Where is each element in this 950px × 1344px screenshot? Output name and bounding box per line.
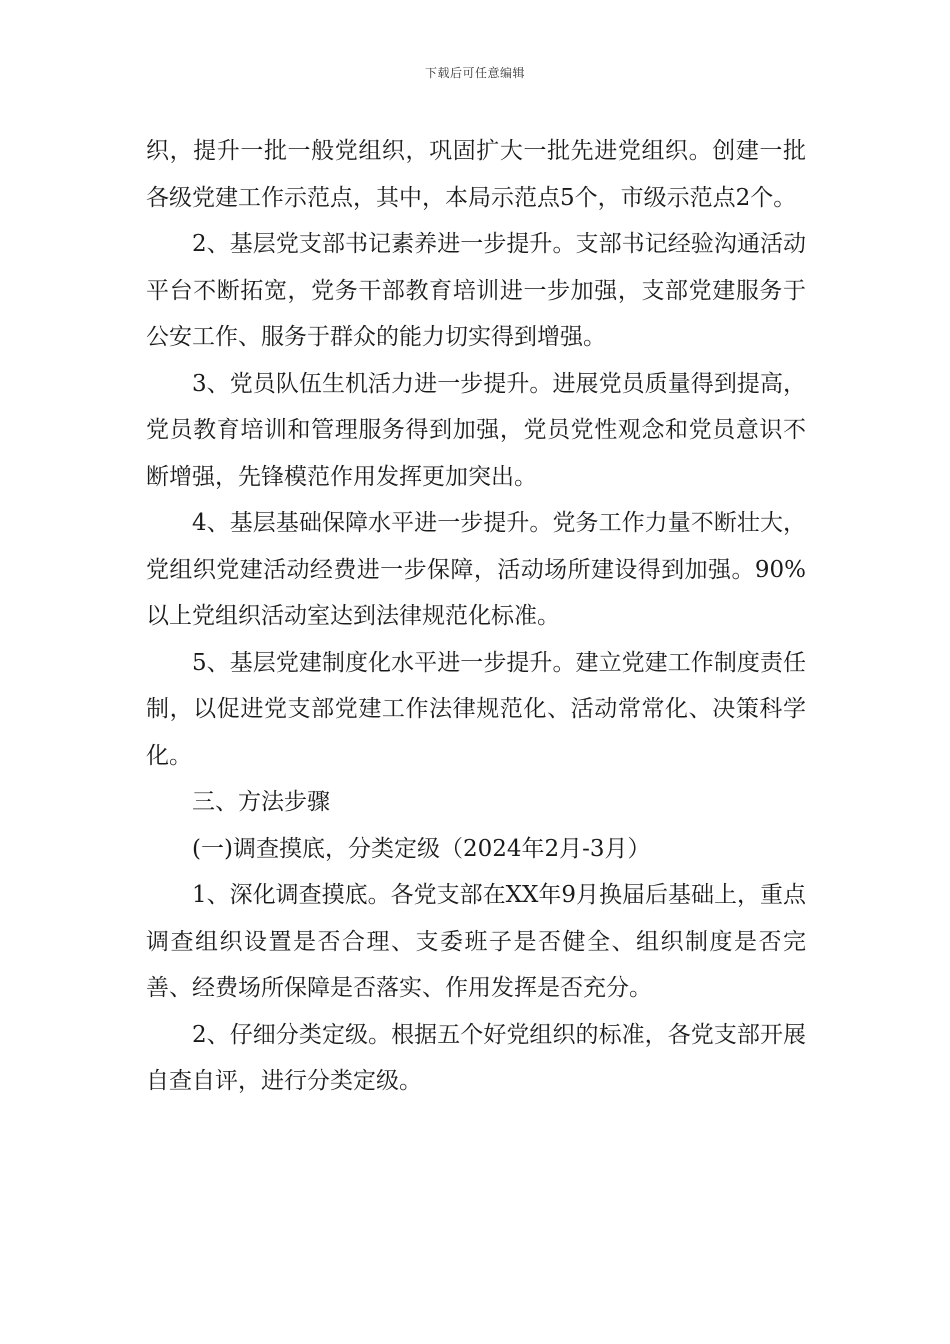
paragraph-3: 3、党员队伍生机活力进一步提升。进展党员质量得到提高，党员教育培训和管理服务得到加强，党员党性观念和党员意识不断增强，先锋模范作用发挥更加突出。 — [146, 370, 806, 490]
section-heading: 三、方法步骤 — [192, 789, 330, 815]
paragraph-1: 织，提升一批一般党组织，巩固扩大一批先进党组织。创建一批各级党建工作示范点，其中，本局示范点5个，市级示范点2个。 — [146, 138, 806, 211]
paragraph-7: 2、仔细分类定级。根据五个好党组织的标准，各党支部开展自查自评，进行分类定级。 — [146, 1021, 806, 1094]
subsection-heading: (一)调查摸底，分类定级（2024年2月-3月） — [192, 835, 651, 862]
paragraph-6: 1、深化调查摸底。各党支部在XX年9月换届后基础上，重点调查组织设置是否合理、支委班子是否健全、组织制度是否完善、经费场所保障是否落实、作用发挥是否充分。 — [146, 882, 807, 1001]
paragraph-5: 5、基层党建制度化水平进一步提升。建立党建工作制度责任制，以促进党支部党建工作法律规范化、活动常常化、决策科学化。 — [146, 649, 806, 769]
page-header-note: 下载后可任意编辑 — [424, 66, 525, 80]
paragraph-4: 4、基层基础保障水平进一步提升。党务工作力量不断壮大，党组织党建活动经费进一步保障，活动场所建设得到加强。90%以上党组织活动室达到法律规范化标准。 — [146, 510, 806, 629]
document-body — [146, 128, 806, 1105]
paragraph-2: 2、基层党支部书记素养进一步提升。支部书记经验沟通活动平台不断拓宽，党务干部教育培训进一步加强，支部党建服务于公安工作、服务于群众的能力切实得到增强。 — [146, 231, 806, 350]
